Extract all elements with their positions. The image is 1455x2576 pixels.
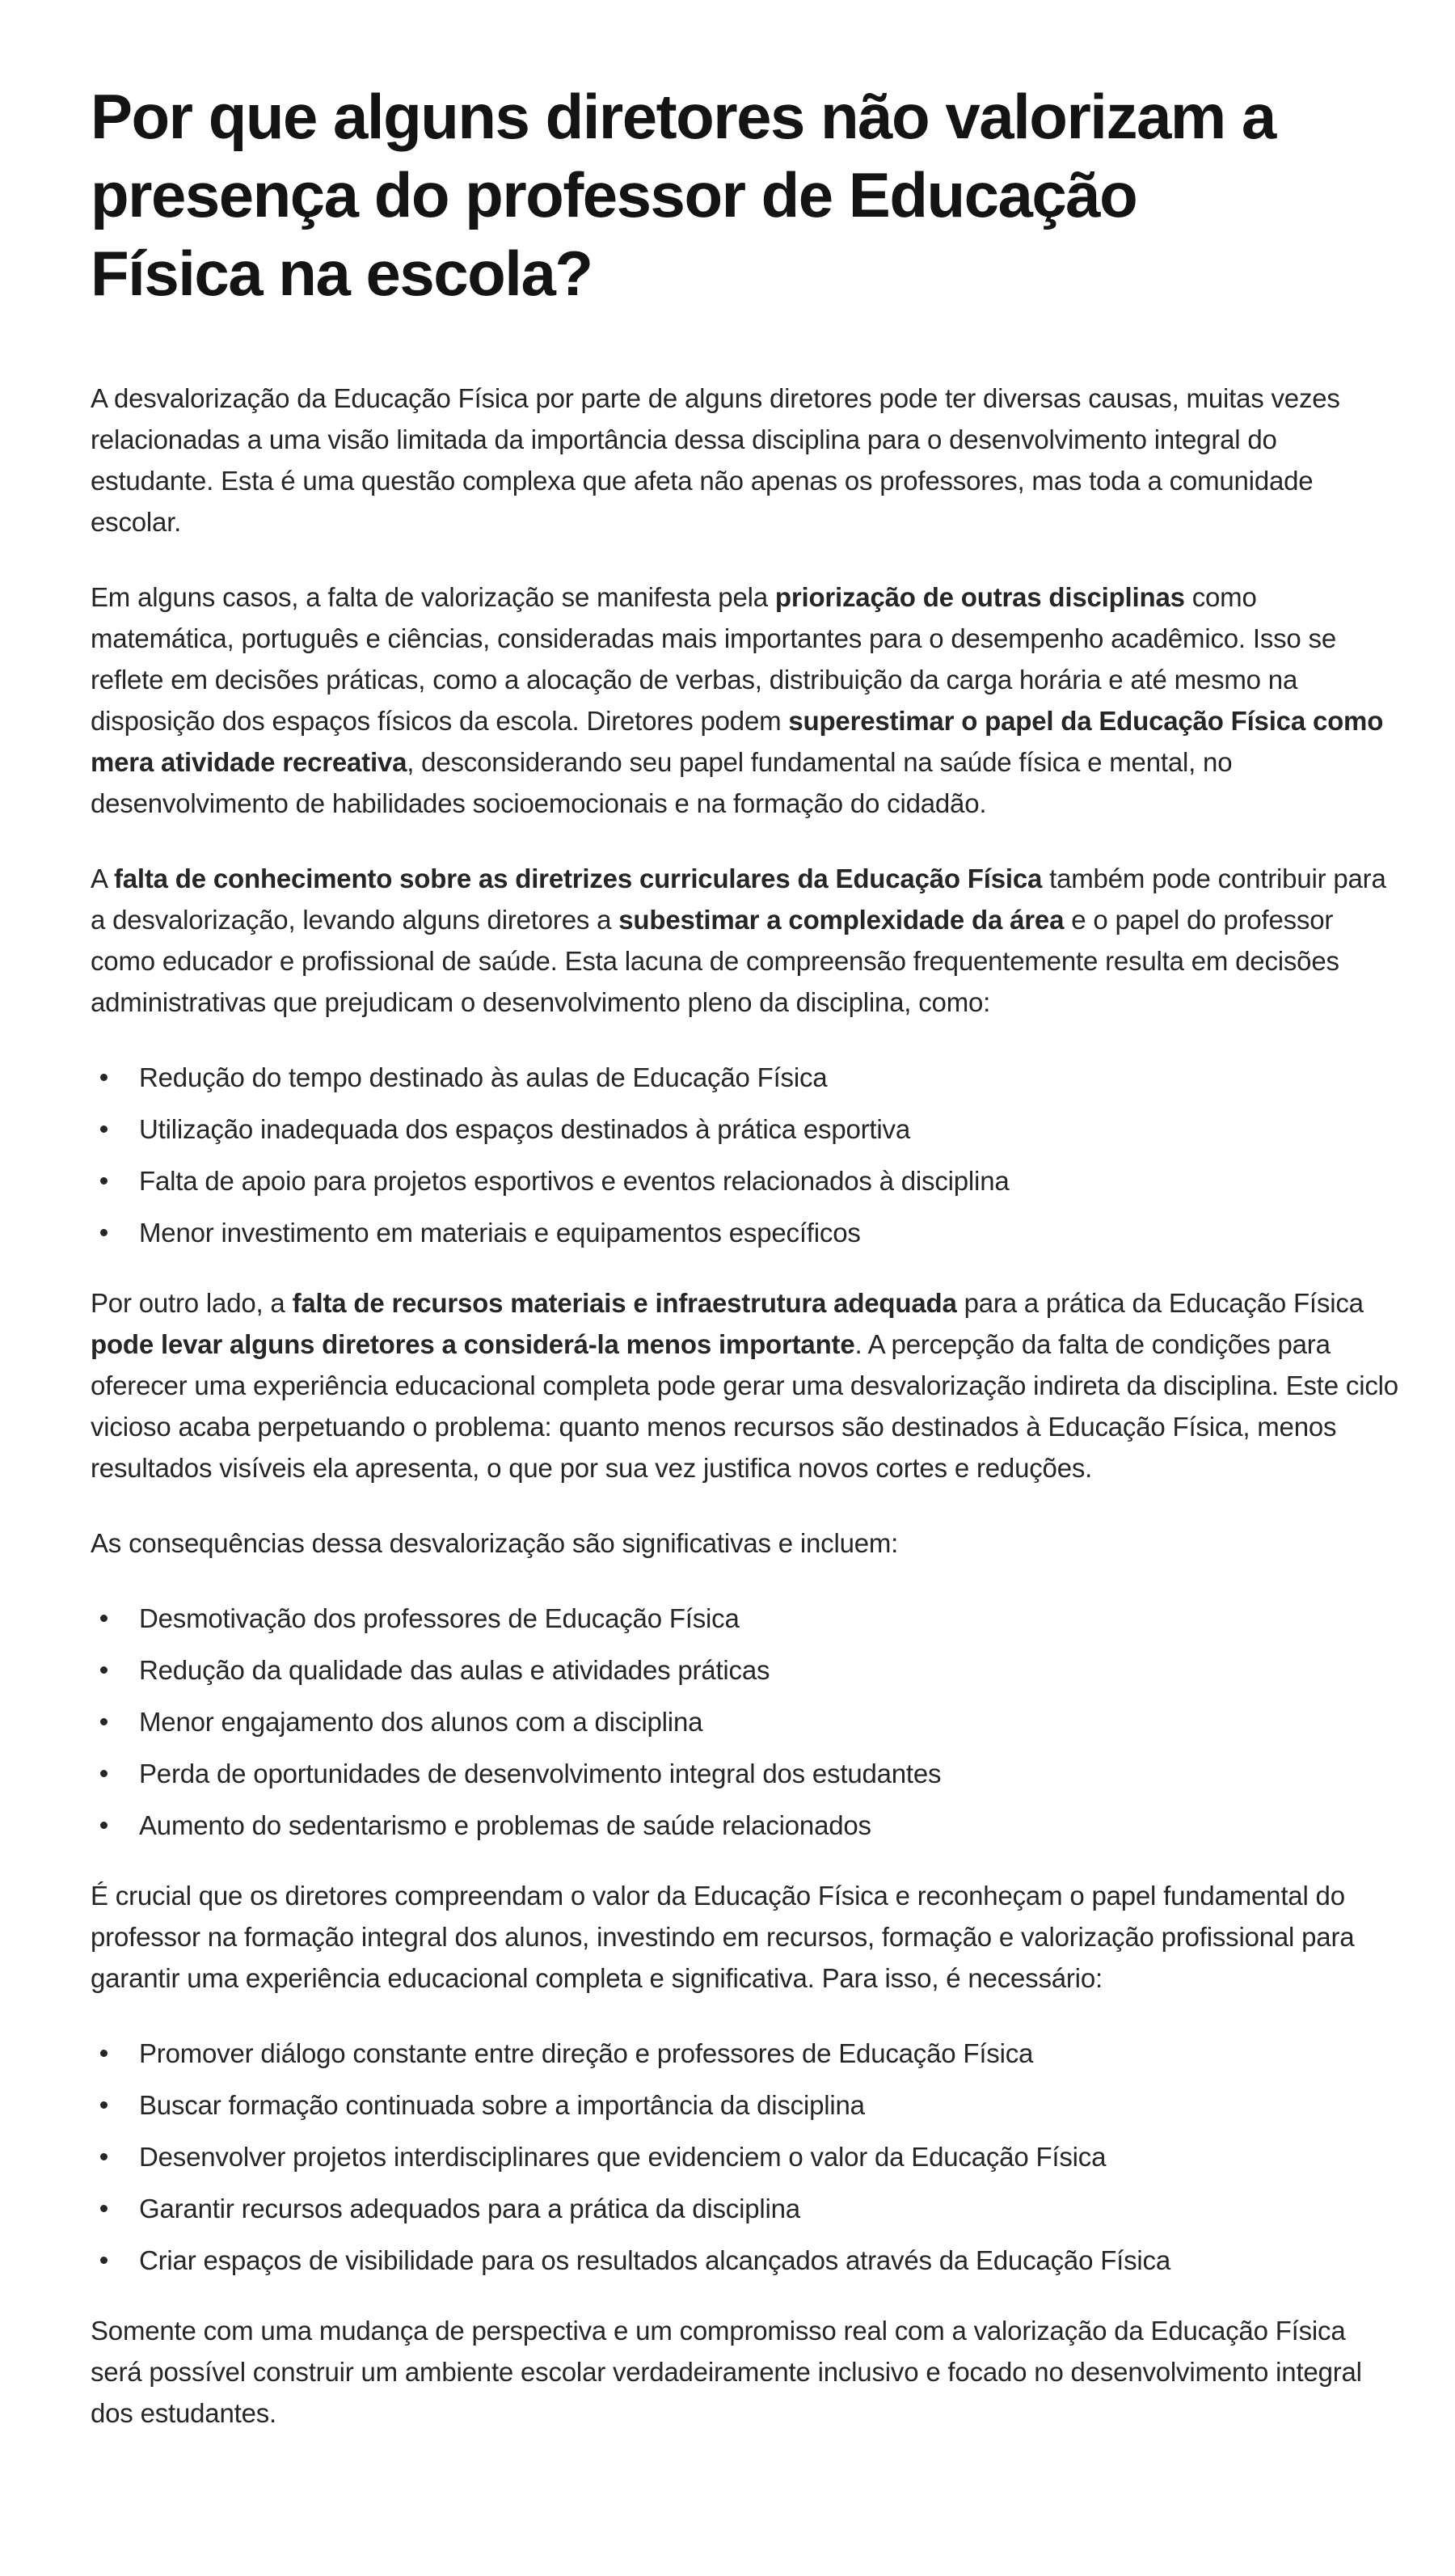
paragraph-knowledge-gap	[91, 858, 1400, 1023]
text-run-bold: subestimar a complexidade da área	[618, 905, 1065, 935]
list-recommendations	[91, 2033, 1400, 2281]
list-item: Garantir recursos adequados para a prática da disciplina	[91, 2188, 1400, 2229]
paragraph-intro	[91, 378, 1400, 543]
article-content	[91, 78, 1400, 2434]
list-consequences	[91, 1598, 1400, 1846]
paragraph-conclusion	[91, 2310, 1400, 2434]
text-run-bold: priorização de outras disciplinas	[774, 582, 1185, 612]
list-item: Redução da qualidade das aulas e atividades práticas	[91, 1649, 1400, 1691]
list-item: Buscar formação continuada sobre a importância da disciplina	[91, 2084, 1400, 2126]
title-line-3: Física na escola?	[91, 238, 593, 309]
paragraph-resources	[91, 1282, 1400, 1489]
list-item: Redução do tempo destinado às aulas de Educação Física	[91, 1057, 1400, 1098]
text-run: A	[91, 864, 114, 893]
paragraph-prioritization	[91, 576, 1400, 824]
title-line-2: presença do professor de Educação	[91, 159, 1137, 230]
text-run-bold: pode levar alguns diretores a considerá-la menos importante	[91, 1329, 855, 1359]
text-run-bold: falta de conhecimento sobre as diretrizes curriculares da Educação Física	[113, 864, 1043, 893]
list-item: Aumento do sedentarismo e problemas de saúde relacionados	[91, 1805, 1400, 1846]
title-line-1: Por que alguns diretores não valorizam a	[91, 81, 1276, 152]
list-item: Desenvolver projetos interdisciplinares que evidenciem o valor da Educação Física	[91, 2136, 1400, 2177]
text-run-bold: falta de recursos materiais e infraestrutura adequada	[292, 1288, 957, 1318]
text-run: A desvalorização da Educação Física por parte de alguns diretores pode ter diversas causas, muitas vezes relacionadas a uma visão limitada da importância dessa disciplina para o desenvolvimento integral do estudante. Esta é uma questão complexa que afeta não apenas os professores, mas toda a comunidade escolar.	[91, 383, 1340, 537]
list-item: Menor engajamento dos alunos com a disciplina	[91, 1701, 1400, 1742]
text-run: e o papel do professor como educador e profissional de saúde. Esta lacuna de compreensão frequentemente resulta em decisões administrativas que prejudicam o desenvolvimento pleno da disciplina, como:	[91, 905, 1339, 1017]
text-run: para a prática da Educação Física	[956, 1288, 1364, 1318]
list-item: Perda de oportunidades de desenvolvimento integral dos estudantes	[91, 1753, 1400, 1794]
text-run: As consequências dessa desvalorização são significativas e incluem:	[91, 1528, 899, 1558]
page-title	[91, 78, 1400, 313]
list-item: Promover diálogo constante entre direção e professores de Educação Física	[91, 2033, 1400, 2074]
text-run-bold: superestimar o papel da Educação Física como mera atividade recreativa	[91, 706, 1384, 777]
list-item: Utilização inadequada dos espaços destinados à prática esportiva	[91, 1109, 1400, 1150]
list-administrative-decisions	[91, 1057, 1400, 1253]
list-item: Desmotivação dos professores de Educação Física	[91, 1598, 1400, 1639]
list-item: Falta de apoio para projetos esportivos e eventos relacionados à disciplina	[91, 1160, 1400, 1201]
list-item: Menor investimento em materiais e equipamentos específicos	[91, 1212, 1400, 1253]
text-run: Por outro lado, a	[91, 1288, 293, 1318]
list-item: Criar espaços de visibilidade para os resultados alcançados através da Educação Física	[91, 2240, 1400, 2281]
text-run: É crucial que os diretores compreendam o valor da Educação Física e reconheçam o papel fundamental do professor na formação integral dos alunos, investindo em recursos, formação e valorização profissional para garantir uma experiência educacional completa e significativa. Para isso, é necessário:	[91, 1881, 1355, 1993]
text-run: como matemática, português e ciências, consideradas mais importantes para o desempenho acadêmico. Isso se reflete em decisões práticas, como a alocação de verbas, distribuição da carga horária e até mesmo na disposição dos espaços físicos da escola. Diretores podem	[91, 582, 1336, 736]
text-run: Em alguns casos, a falta de valorização se manifesta pela	[91, 582, 775, 612]
paragraph-consequences-lead	[91, 1522, 1400, 1564]
text-run: também pode contribuir para a desvalorização, levando alguns diretores a	[91, 864, 1386, 935]
text-run: . A percepção da falta de condições para oferecer uma experiência educacional completa pode gerar uma desvalorização indireta da disciplina. Este ciclo vicioso acaba perpetuando o problema: quanto menos recursos são destinados à Educação Física, menos resultados visíveis ela apresenta, o que por sua vez justifica novos cortes e reduções.	[91, 1329, 1398, 1483]
text-run: , desconsiderando seu papel fundamental na saúde física e mental, no desenvolvimento de habilidades socioemocionais e na formação do cidadão.	[91, 747, 1233, 818]
text-run: Somente com uma mudança de perspectiva e um compromisso real com a valorização da Educação Física será possível construir um ambiente escolar verdadeiramente inclusivo e focado no desenvolvimento integral dos estudantes.	[91, 2316, 1362, 2428]
paragraph-call-to-action	[91, 1875, 1400, 1999]
